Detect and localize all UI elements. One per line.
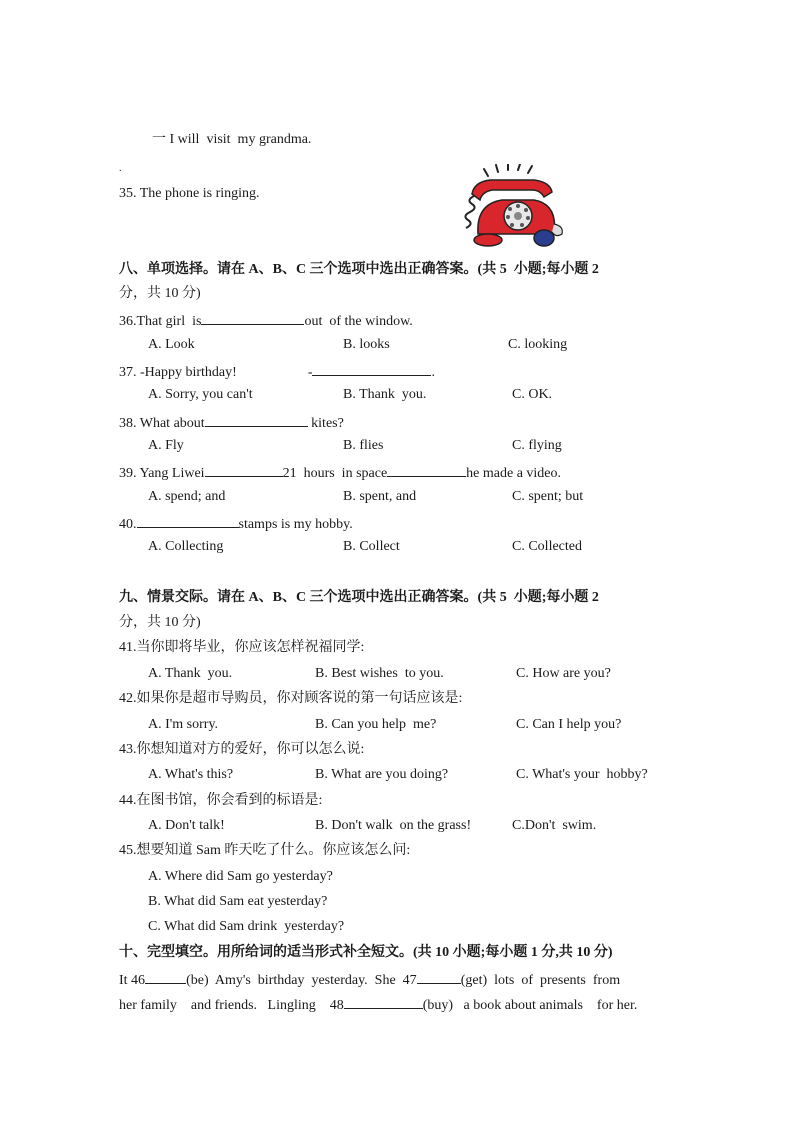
question-37 <box>119 361 435 382</box>
passage-48-start: her family and friends. Lingling 48 <box>119 998 344 1013</box>
q41-option-b: B. Best wishes to you. <box>315 666 444 681</box>
passage-line-2 <box>119 994 637 1015</box>
q38-stem-start: 38. What about <box>119 416 205 431</box>
question-38 <box>119 412 344 433</box>
q42-option-c: C. Can I help you? <box>516 717 622 732</box>
q42-option-a: A. I'm sorry. <box>148 717 219 732</box>
passage-47-start: (be) Amy's birthday yesterday. She 47 <box>186 973 417 988</box>
q37-option-a: A. Sorry, you can't <box>148 387 253 402</box>
telephone-icon <box>454 164 570 250</box>
answer-line-34: 一 I will visit my grandma. <box>152 132 312 147</box>
q45-option-b: B. What did Sam eat yesterday? <box>148 894 328 909</box>
q36-option-b: B. looks <box>343 337 390 352</box>
q39-blank-2 <box>387 462 466 477</box>
q36-option-a: A. Look <box>148 337 195 352</box>
section-8-heading-cont: 分，共 10 分) <box>119 286 201 301</box>
q39-stem-mid: 21 hours in space <box>282 466 388 481</box>
q36-stem-start: 36.That girl is <box>119 314 202 329</box>
passage-line-1-end: (get) lots of presents from <box>460 973 621 988</box>
blank-47 <box>417 969 461 984</box>
q40-option-c: C. Collected <box>512 539 582 554</box>
question-43: 43.你想知道对方的爱好，你可以怎么说: <box>119 742 365 757</box>
question-45: 45.想要知道 Sam 昨天吃了什么。你应该怎么问: <box>119 843 411 858</box>
q43-option-b: B. What are you doing? <box>315 767 449 782</box>
q43-option-a: A. What's this? <box>148 767 234 782</box>
section-9-heading-cont: 分，共 10 分) <box>119 615 201 630</box>
question-40 <box>119 513 353 534</box>
q38-option-a: A. Fly <box>148 438 184 453</box>
q36-stem-end: out of the window. <box>304 314 413 329</box>
q38-blank <box>205 412 308 427</box>
q41-option-a: A. Thank you. <box>148 666 233 681</box>
q37-blank <box>312 361 431 376</box>
q38-option-c: C. flying <box>512 438 562 453</box>
q38-option-b: B. flies <box>343 438 384 453</box>
q44-option-b: B. Don't walk on the grass! <box>315 818 472 833</box>
passage-46-start: It 46 <box>119 973 146 988</box>
q45-option-a: A. Where did Sam go yesterday? <box>148 869 333 884</box>
q40-stem-start: 40. <box>119 517 137 532</box>
q41-option-c: C. How are you? <box>516 666 611 681</box>
q37-dash: - <box>307 365 313 380</box>
q40-blank <box>137 513 239 528</box>
question-41: 41.当你即将毕业，你应该怎样祝福同学: <box>119 640 365 655</box>
question-44: 44.在图书馆，你会看到的标语是: <box>119 793 323 808</box>
q37-stem-end: . <box>431 365 435 380</box>
q39-option-b: B. spent, and <box>343 489 417 504</box>
question-35: 35. The phone is ringing. <box>119 186 260 201</box>
section-8-heading: 八、单项选择。请在 A、B、C 三个选项中选出正确答案。(共 5 小题;每小题 2 <box>119 262 599 277</box>
q39-option-a: A. spend; and <box>148 489 226 504</box>
passage-line-1 <box>119 969 620 990</box>
q39-stem-start: 39. Yang Liwei <box>119 466 205 481</box>
passage-line-2-end: (buy) a book about animals for her. <box>422 998 638 1013</box>
blank-46 <box>145 969 186 984</box>
q36-blank <box>201 310 304 325</box>
q40-option-a: A. Collecting <box>148 539 224 554</box>
q39-option-c: C. spent; but <box>512 489 584 504</box>
q39-blank-1 <box>205 462 283 477</box>
section-9-heading: 九、情景交际。请在 A、B、C 三个选项中选出正确答案。(共 5 小题;每小题 2 <box>119 590 599 605</box>
question-39 <box>119 462 561 483</box>
q44-option-a: A. Don't talk! <box>148 818 225 833</box>
q37-option-c: C. OK. <box>512 387 553 402</box>
q43-option-c: C. What's your hobby? <box>516 767 648 782</box>
blank-48 <box>344 994 423 1009</box>
q37-option-b: B. Thank you. <box>343 387 427 402</box>
q39-stem-end: he made a video. <box>466 466 562 481</box>
q45-option-c: C. What did Sam drink yesterday? <box>148 919 345 934</box>
question-36 <box>119 310 413 331</box>
q38-stem-end: kites? <box>307 416 344 431</box>
q37-stem-start: 37. -Happy birthday! <box>119 365 237 380</box>
stray-dot: . <box>119 163 122 174</box>
q42-option-b: B. Can you help me? <box>315 717 437 732</box>
q40-stem-end: stamps is my hobby. <box>238 517 353 532</box>
section-10-heading: 十、完型填空。用所给词的适当形式补全短文。(共 10 小题;每小题 1 分,共 10 分) <box>119 945 613 960</box>
q40-option-b: B. Collect <box>343 539 400 554</box>
q36-option-c: C. looking <box>508 337 568 352</box>
q44-option-c: C.Don't swim. <box>512 818 597 833</box>
question-42: 42.如果你是超市导购员，你对顾客说的第一句话应该是: <box>119 691 463 706</box>
